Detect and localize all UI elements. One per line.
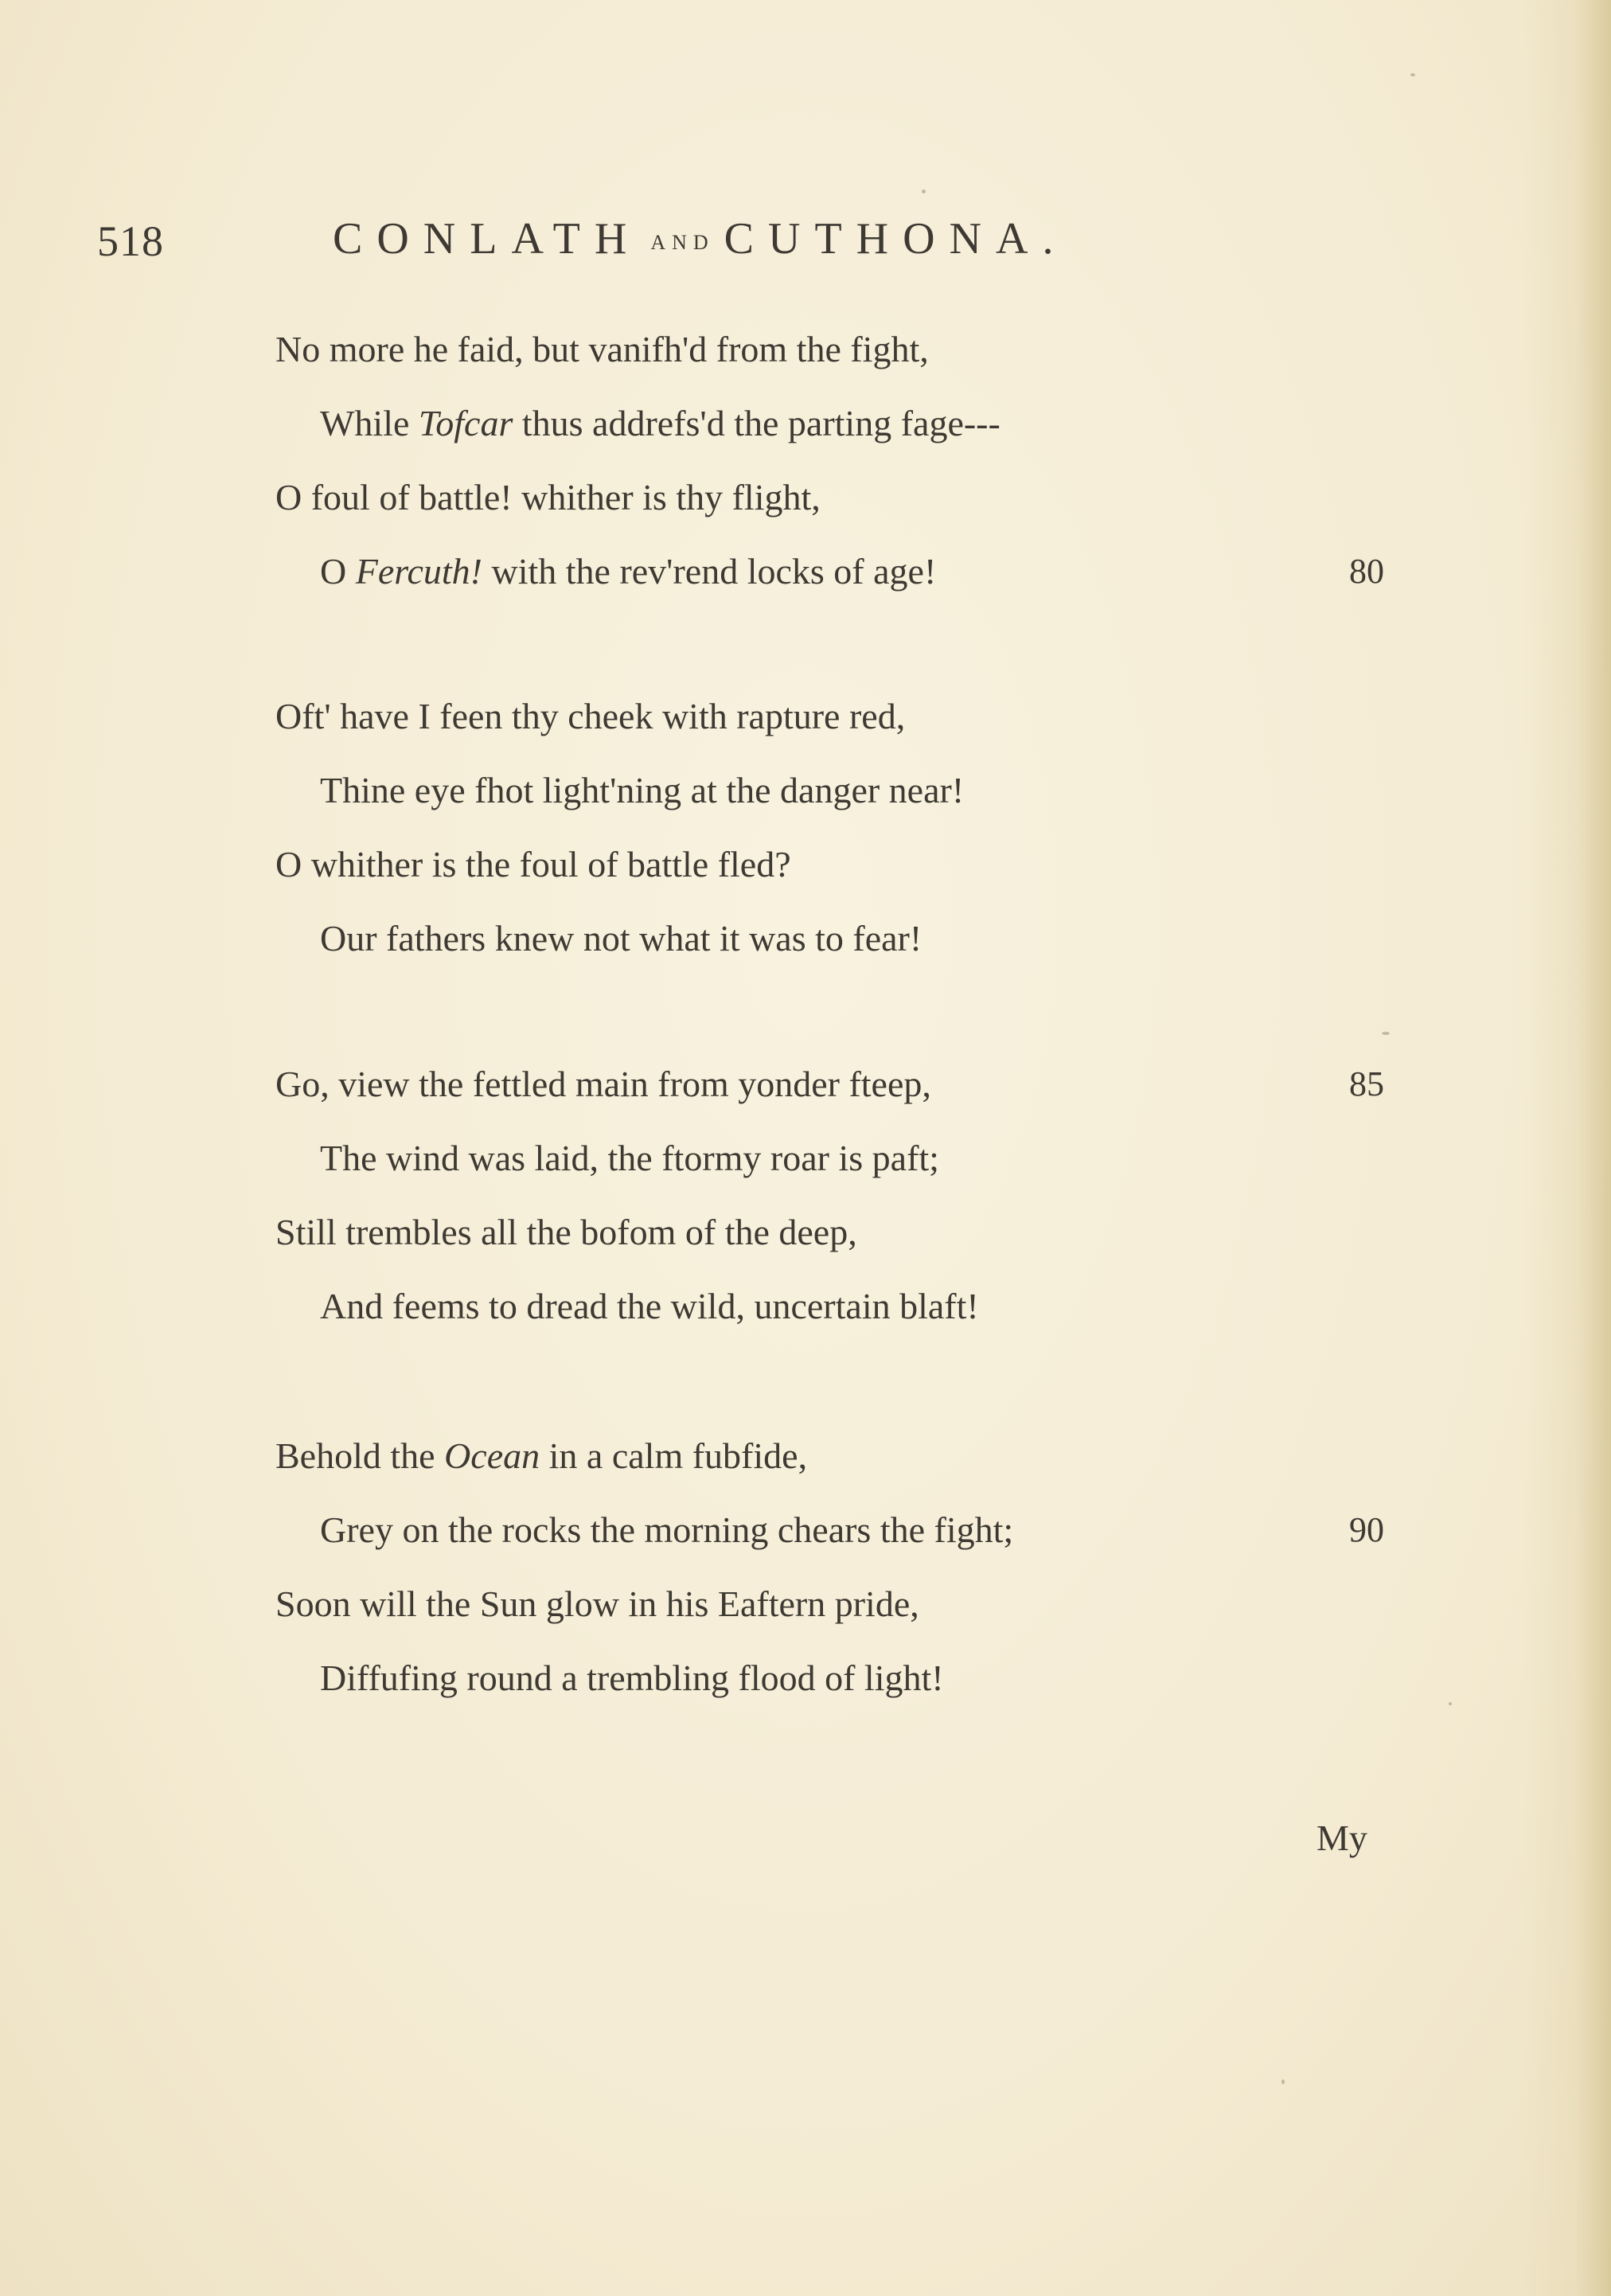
verse-text [320,534,936,608]
verse-text: Go, view the fettled main from yonder fteep, [275,1064,931,1104]
verse-text: Diffufing round a trembling flood of light! [320,1658,944,1698]
line-number: 85 [1349,1064,1384,1103]
stanza-1 [0,312,1611,608]
verse-text: And feems to dread the wild, uncertain blaft! [320,1286,979,1326]
running-title [333,213,1067,264]
verse-line [0,1195,1611,1269]
catchword: My [1316,1818,1367,1858]
verse-text: Our fathers knew not what it was to fear! [320,918,923,959]
verse-segment: Behold the [275,1435,445,1476]
verse-segment: thus addrefs'd the parting fage--- [513,403,1001,443]
verse-line [0,1641,1611,1715]
verse-text [275,1419,807,1493]
page-number: 518 [97,217,164,265]
verse-line [0,1493,1611,1567]
verse-line [0,1269,1611,1343]
verse-line [0,312,1611,386]
title-cuthona: CUTHONA. [724,214,1068,264]
verse-text: No more he faid, but vanifh'd from the fight, [275,329,929,369]
paper-speck [1382,1032,1390,1035]
paper-speck [1449,1702,1452,1705]
verse-segment: While [320,403,419,443]
stanza-2 [0,679,1611,975]
verse-line [0,1567,1611,1641]
verse-italic-name: Tofcar [418,403,513,443]
verse-segment: with the rev'rend locks of age! [482,551,937,592]
verse-text: Grey on the rocks the morning chears the fight; [320,1509,1014,1550]
verse-line [0,679,1611,753]
verse-text: O whither is the foul of battle fled? [275,844,791,884]
verse-line [0,534,1611,608]
verse-segment: O [320,551,356,592]
verse-line [0,386,1611,460]
paper-speck [1410,73,1415,76]
verse-line [0,1121,1611,1195]
verse-text: O foul of battle! whither is thy flight, [275,477,821,517]
line-number: 90 [1349,1510,1384,1549]
title-and: AND [650,231,715,254]
verse-text: Soon will the Sun glow in his Eaftern pride, [275,1583,919,1624]
verse-line [0,827,1611,901]
verse-text: Still trembles all the bofom of the deep, [275,1212,857,1252]
stanza-4 [0,1419,1611,1715]
verse-line [0,901,1611,975]
stanza-3 [0,1047,1611,1343]
paper-speck [922,189,926,193]
verse-line [0,1047,1611,1121]
verse-italic-name: Ocean [444,1435,540,1476]
verse-line [0,1419,1611,1493]
verse-text: Thine eye fhot light'ning at the danger near! [320,770,965,810]
verse-segment: in a calm fubfide, [540,1435,808,1476]
paper-speck [1281,2079,1285,2084]
verse-text: The wind was laid, the ftormy roar is paft; [320,1138,939,1178]
title-conlath: CONLATH [333,214,642,264]
verse-text [320,386,1001,460]
verse-line [0,460,1611,534]
line-number: 80 [1349,552,1384,591]
verse-line [0,753,1611,827]
verse-text: Oft' have I feen thy cheek with rapture red, [275,696,906,736]
page-header [0,197,1611,277]
verse-italic-name: Fercuth! [355,551,482,592]
